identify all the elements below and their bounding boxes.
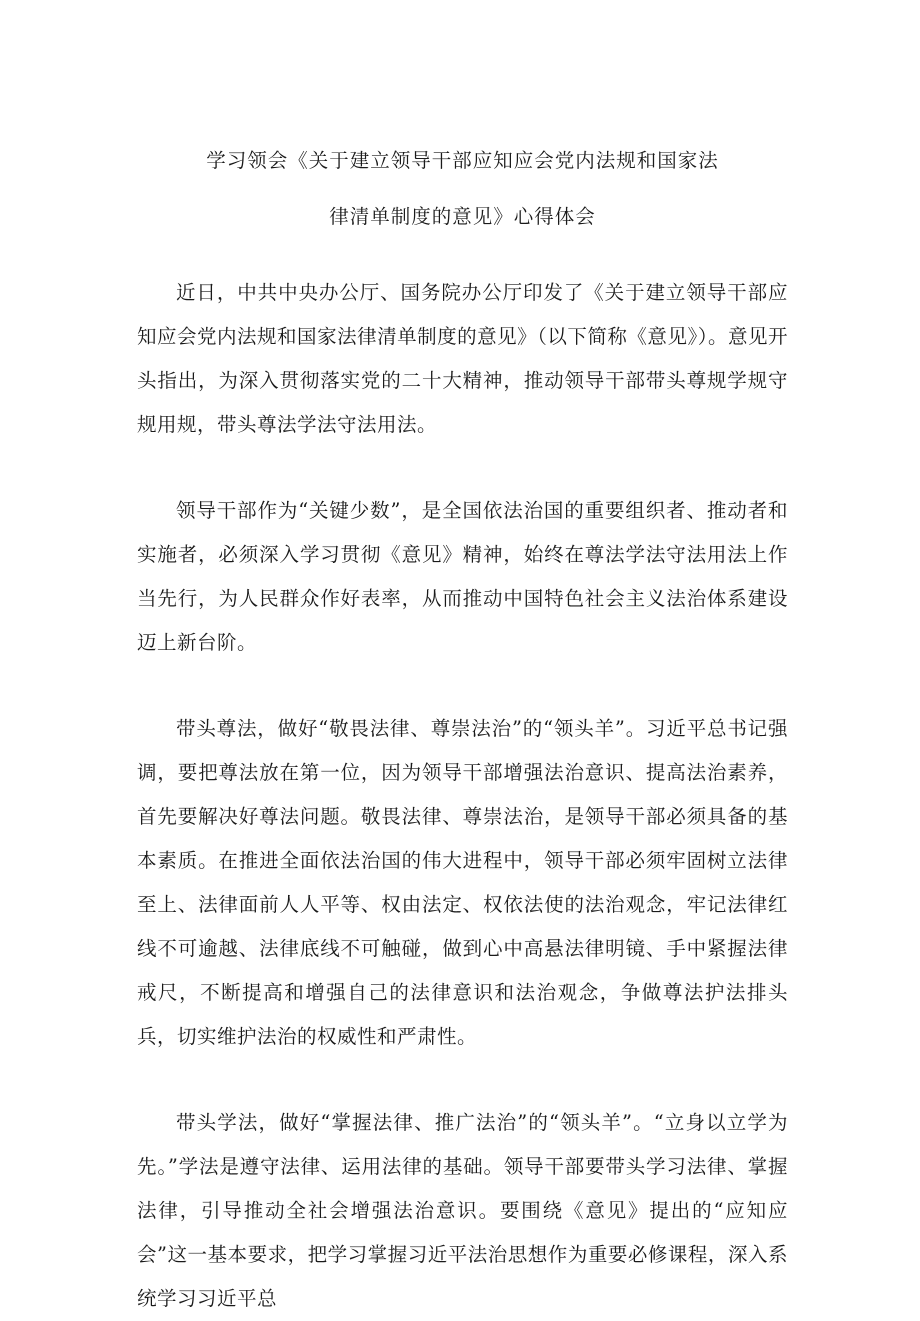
paragraph-study-law: 带头学法，做好“掌握法律、推广法治”的“领头羊”。“立身以立学为先。”学法是遵守法律、运用法律的基础。领导干部要带头学习法律、掌握法律，引导推动全社会增强法治意识。要围绕《意见》提出的“应知应会”这一基本要求，把学习掌握习近平法治思想作为重要必修课程，深入系统学习习近平总 <box>137 1111 788 1310</box>
paragraph-key-minority: 领导干部作为“关键少数”，是全国依法治国的重要组织者、推动者和实施者，必须深入学习贯彻《意见》精神，始终在尊法学法守法用法上作当先行，为人民群众作好表率，从而推动中国特色社会主义法治体系建设迈上新台阶。 <box>137 499 788 654</box>
document-title <box>137 133 788 245</box>
paragraph-respect-law: 带头尊法，做好“敬畏法律、尊崇法治”的“领头羊”。习近平总书记强调，要把尊法放在第一位，因为领导干部增强法治意识、提高法治素养，首先要解决好尊法问题。敬畏法律、尊崇法治，是领导干部必须具备的基本素质。在推进全面依法治国的伟大进程中，领导干部必须牢固树立法律至上、法律面前人人平等、权由法定、权依法使的法治观念，牢记法律红线不可逾越、法律底线不可触碰，做到心中高悬法律明镜、手中紧握法律戒尺，不断提高和增强自己的法律意识和法治观念，争做尊法护法排头兵，切实维护法治的权威性和严肃性。 <box>137 717 788 1048</box>
title-line-2: 律清单制度的意见》心得体会 <box>329 205 596 228</box>
title-line-1: 学习领会《关于建立领导干部应知应会党内法规和国家法 <box>206 149 719 172</box>
paragraph-intro: 近日，中共中央办公厅、国务院办公厅印发了《关于建立领导干部应知应会党内法规和国家法律清单制度的意见》（以下简称《意见》）。意见开头指出，为深入贯彻落实党的二十大精神，推动领导干部带头尊规学规守规用规，带头尊法学法守法用法。 <box>137 281 788 436</box>
